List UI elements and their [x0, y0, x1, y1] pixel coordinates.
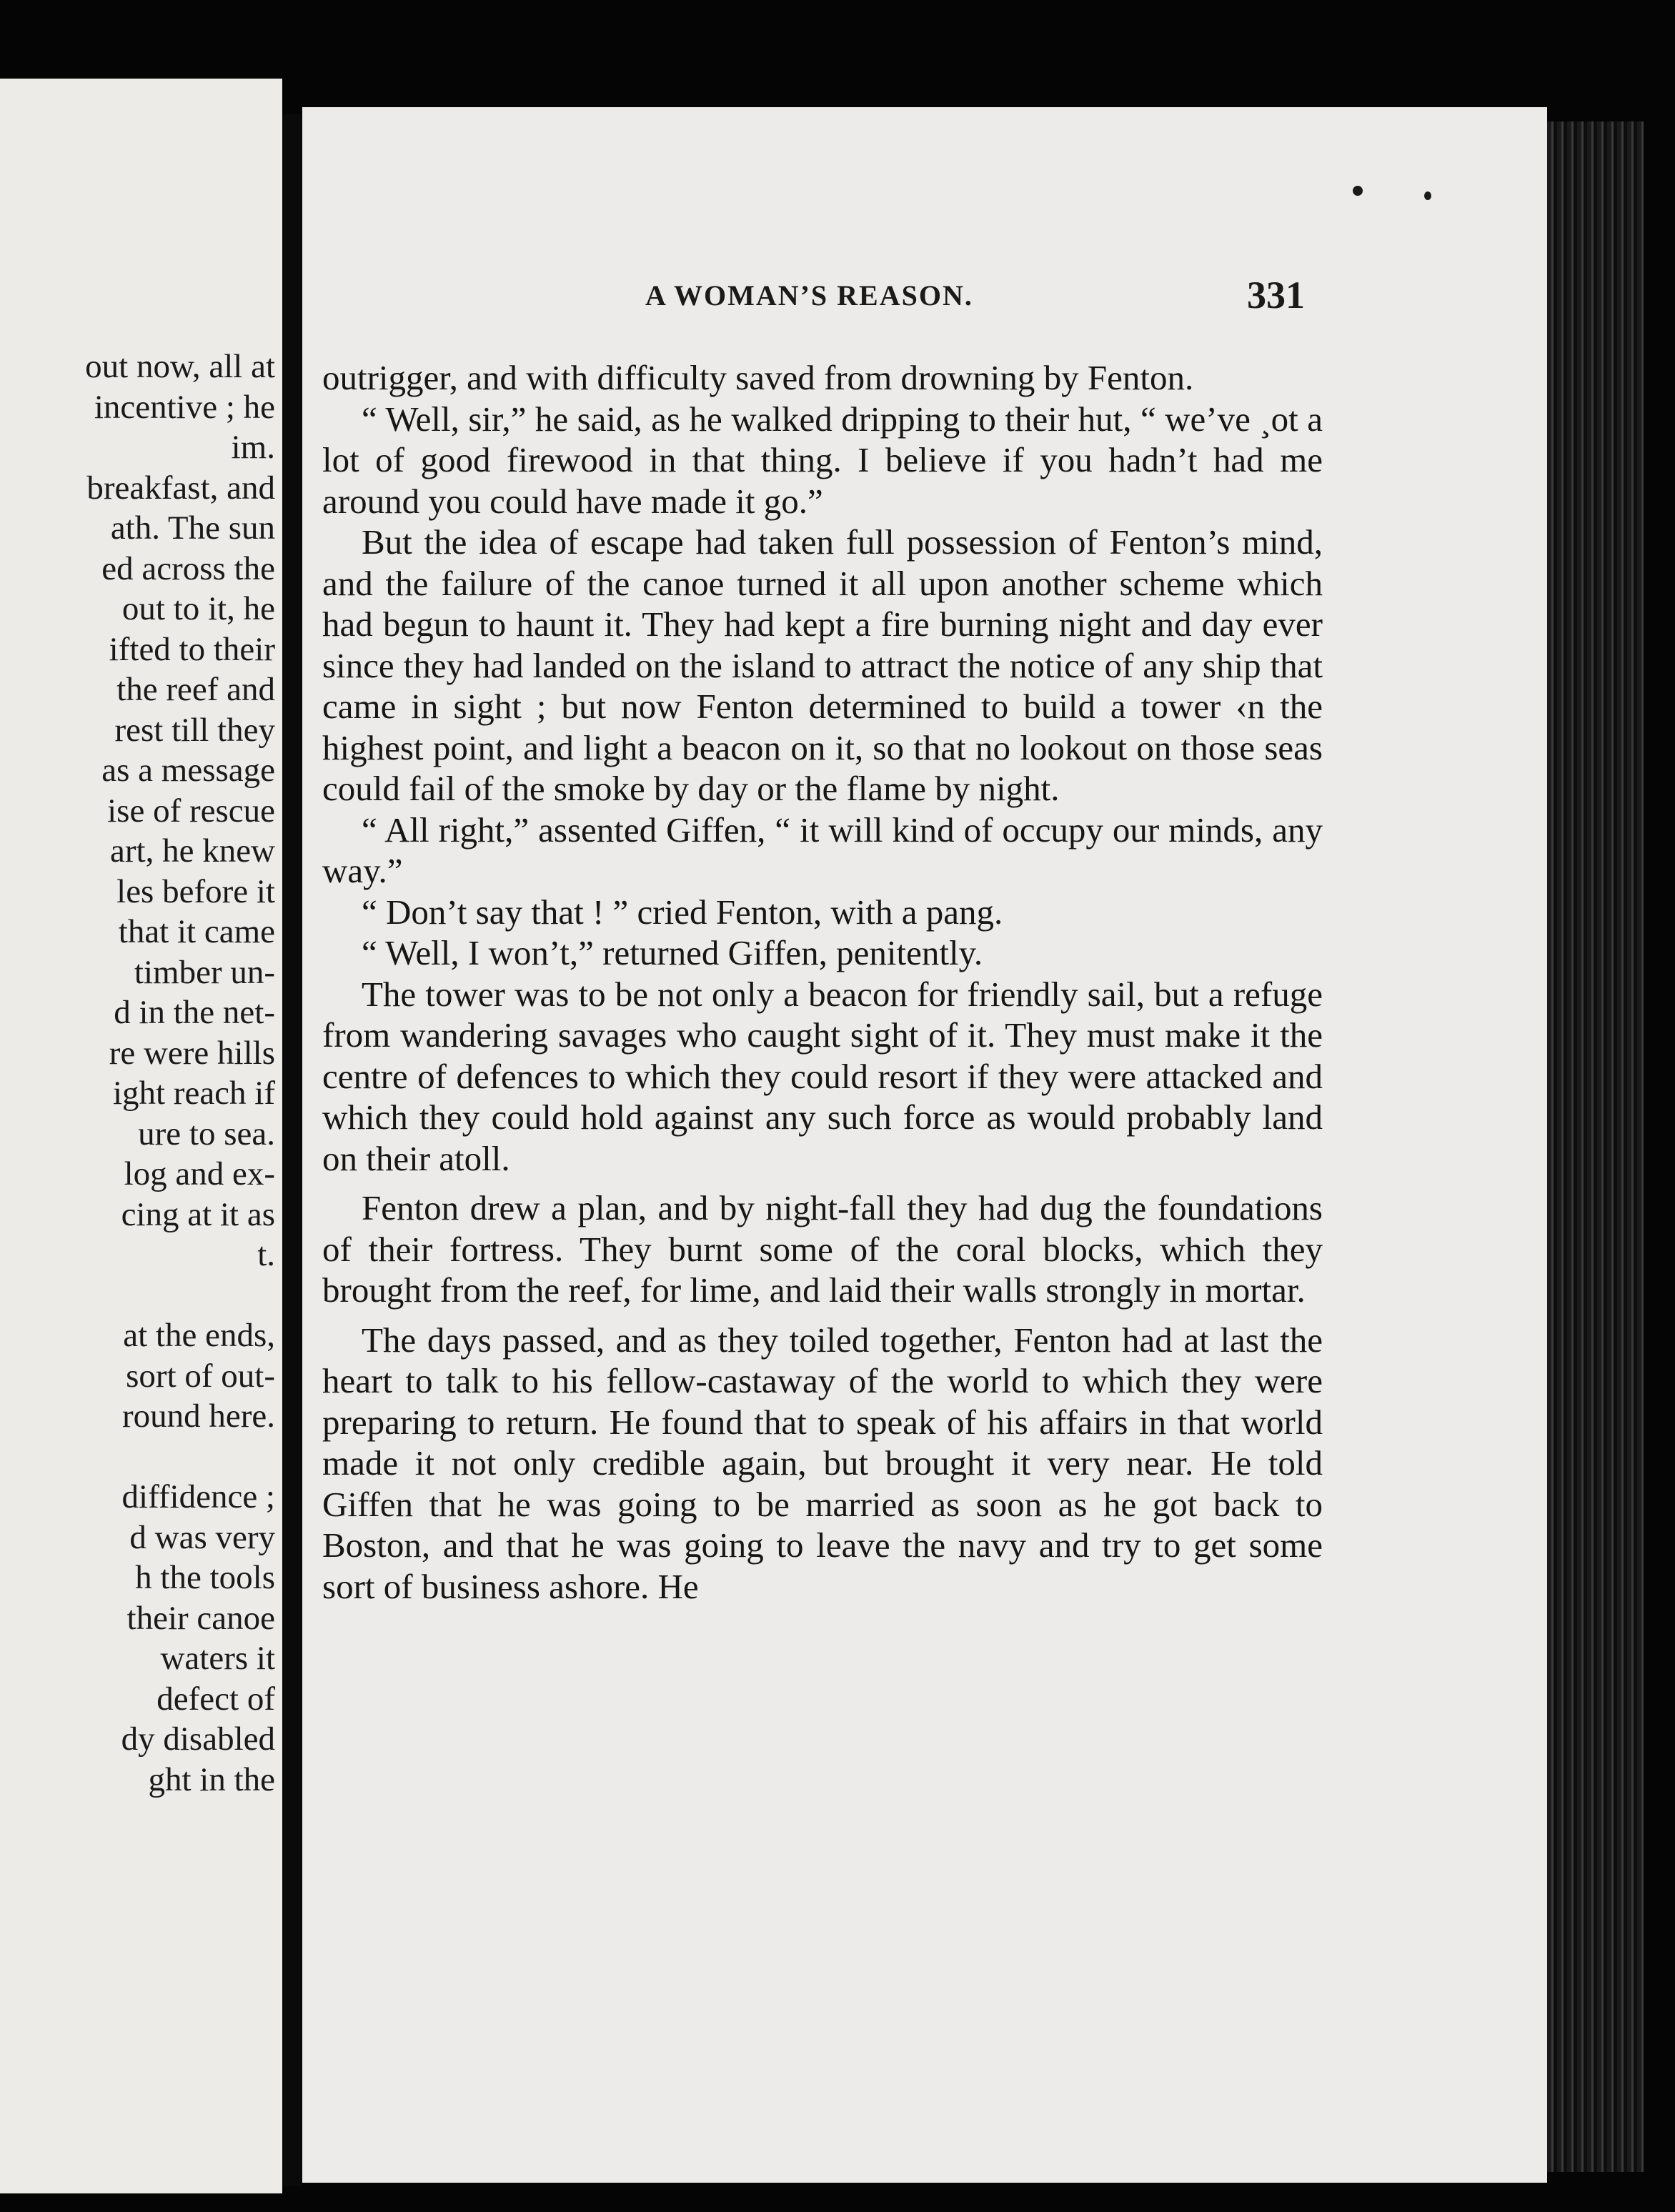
facing-page-gap [85, 1437, 275, 1478]
facing-page-gap [85, 1275, 275, 1316]
facing-page-line: re were hills [109, 1034, 275, 1072]
paragraph: “ All right,” assented Giffen, “ it will kind of occupy our minds, any way.” [322, 809, 1323, 890]
page-body [322, 357, 1323, 1607]
facing-page-line: out now, all at [85, 348, 275, 385]
facing-page-line: t. [257, 1236, 275, 1273]
facing-page-line: les before it [116, 872, 275, 910]
facing-page-line: ise of rescue [107, 792, 275, 830]
scan-speck [1353, 186, 1363, 196]
facing-page-line: rest till they [114, 711, 275, 749]
facing-page-line: ight reach if [112, 1075, 275, 1112]
running-head-title: A WOMAN’S REASON. [645, 279, 973, 312]
facing-page-line: ure to sea. [138, 1115, 275, 1152]
facing-page [0, 79, 282, 2193]
facing-page-line: waters it [160, 1640, 275, 1677]
facing-page-line: d in the net- [114, 994, 275, 1031]
facing-page-line: dy disabled [121, 1720, 275, 1758]
facing-page-line: incentive ; he [94, 388, 275, 426]
facing-page-line: round here. [121, 1398, 275, 1435]
facing-page-line: that it came [118, 913, 275, 950]
facing-page-line: as a message [101, 752, 275, 789]
facing-page-text [85, 347, 275, 1800]
paragraph: “ Don’t say that ! ” cried Fenton, with a pang. [362, 892, 1003, 932]
facing-page-line: h the tools [135, 1559, 275, 1596]
facing-page-line: sort of out- [126, 1357, 275, 1395]
facing-page-line: ath. The sun [110, 509, 275, 547]
paragraph: “ Well, sir,” he said, as he walked dripping to their hut, “ we’ve ¸ot a lot of good firewood in that thing. I believe if you hadn’t had me around you could have made it go.” [322, 399, 1323, 521]
facing-page-line: ght in the [148, 1760, 275, 1798]
paragraph: outrigger, and with difficulty saved from drowning by Fenton. [322, 358, 1194, 397]
facing-page-line: log and ex- [124, 1155, 275, 1192]
paragraph: “ Well, I won’t,” returned Giffen, penitently. [362, 933, 983, 972]
facing-page-line: cing at it as [121, 1195, 275, 1233]
running-head [302, 274, 1547, 329]
page-edges [1547, 121, 1644, 2172]
facing-page-line: art, he knew [110, 832, 275, 870]
facing-page-line: ed across the [101, 549, 275, 587]
facing-page-line: im. [231, 429, 275, 466]
facing-page-line: diffidence ; [121, 1478, 275, 1515]
facing-page-line: the reef and [116, 671, 275, 708]
facing-page-line: defect of [156, 1680, 275, 1718]
facing-page-line: breakfast, and [86, 469, 275, 507]
paragraph: But the idea of escape had taken full possession of Fenton’s mind, and the failure of the canoe turned it all upon another scheme which had begun to haunt it. They had kept a fire burning night and day ever since they had landed on the island to attract the notice of any ship that came in sight ; but now Fenton determined to build a tower ‹n the highest point, and light a beacon on it, so that no lookout on those seas could fail of the smoke by day or the flame by night. [322, 522, 1323, 808]
facing-page-line: ifted to their [109, 630, 275, 668]
page-number: 331 [1247, 274, 1305, 317]
book-page [302, 107, 1547, 2183]
facing-page-line: d was very [129, 1518, 275, 1556]
book-gutter [282, 114, 302, 2186]
facing-page-line: their canoe [126, 1599, 275, 1637]
paragraph: The tower was to be not only a beacon for friendly sail, but a refuge from wandering savages who caught sight of it. They must make it the centre of defences to which they could resort if they were attacked and which they could hold against any such force as would probably land on their atoll. [322, 974, 1323, 1178]
facing-page-line: out to it, he [121, 590, 275, 627]
paragraph: The days passed, and as they toiled together, Fenton had at last the heart to talk to his fellow-castaway of the world to which they were preparing to return. He found that to speak of his affairs in that world made it not only credible again, but brought it very near. He told Giffen that he was going to be married as soon as he got back to Boston, and that he was going to leave the navy and try to get some sort of business ashore. He [322, 1320, 1323, 1606]
paragraph: Fenton drew a plan, and by night-fall they had dug the foundations of their fortress. They burnt some of the coral blocks, which they brought from the reef, for lime, and laid their walls strongly in mortar. [322, 1188, 1323, 1310]
facing-page-line: at the ends, [123, 1317, 275, 1354]
facing-page-line: timber un- [134, 953, 275, 991]
scan-speck [1424, 191, 1431, 200]
